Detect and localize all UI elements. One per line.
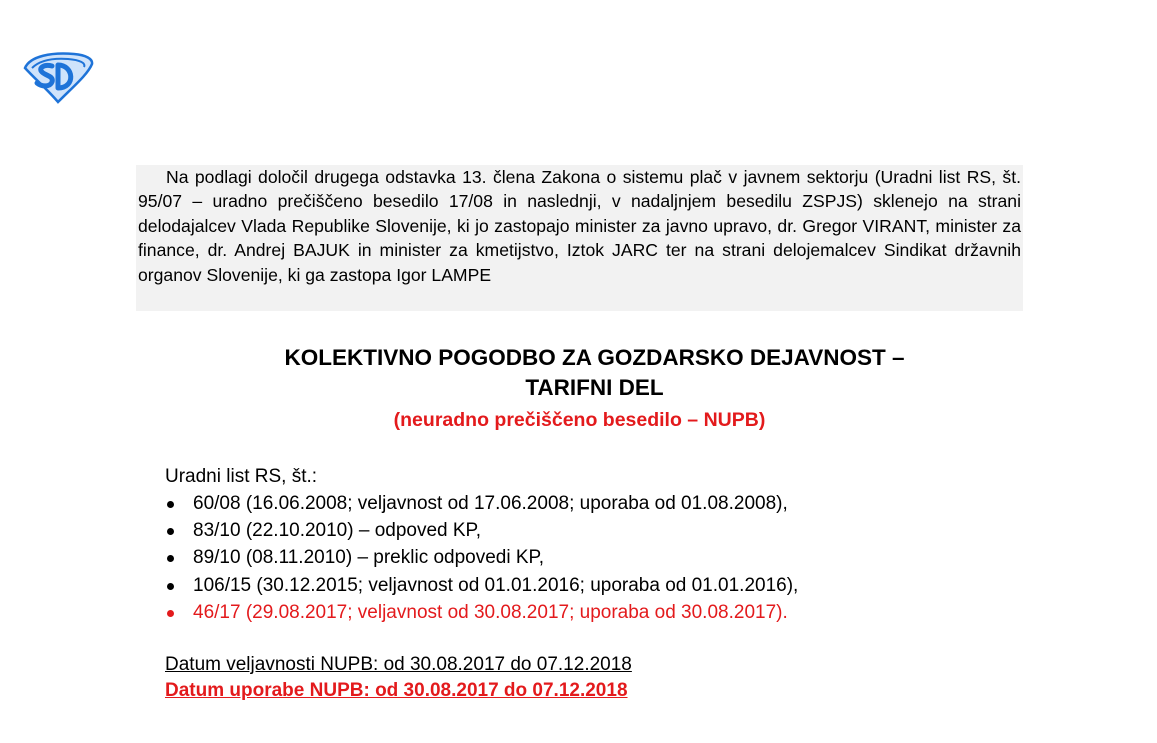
bullet-icon	[167, 555, 174, 562]
bullet-icon	[167, 528, 174, 535]
gazette-entry: 89/10 (08.11.2010) – preklic odpovedi KP,	[165, 544, 798, 571]
title-line-1: KOLEKTIVNO POGODBO ZA GOZDARSKO DEJAVNOST –	[284, 345, 905, 370]
bullet-icon	[167, 610, 174, 617]
document-subtitle: (neuradno prečiščeno besedilo – NUPB)	[393, 409, 766, 431]
preamble-paragraph: Na podlagi določil drugega odstavka 13. člena Zakona o sistemu plač v javnem sektorju (Uradni list RS, št. 95/07 – uradno prečiščeno besedilo 17/08 in naslednji, v nadaljnjem besedilu ZSPJS) sklenejo na strani delodajalcev Vlada Republike Slovenije, ki jo zastopajo minister za javno upravo, dr. Gregor VIRANT, minister za finance, dr. Andrej BAJUK in minister za kmetijstvo, Iztok JARC ter na strani delojemalcev Sindikat državnih organov Slovenije, ki ga zastopa Igor LAMPE	[136, 165, 1023, 311]
sdos-shield-logo-icon	[22, 50, 94, 104]
usage-date: Datum uporabe NUPB: od 30.08.2017 do 07.12.2018	[165, 680, 628, 701]
bullet-icon	[167, 501, 174, 508]
gazette-entry: 60/08 (16.06.2008; veljavnost od 17.06.2008; uporaba od 01.08.2008),	[165, 490, 798, 517]
validity-date: Datum veljavnosti NUPB: od 30.08.2017 do 07.12.2018	[165, 654, 632, 675]
gazette-entry: 83/10 (22.10.2010) – odpoved KP,	[165, 517, 798, 544]
bullet-icon	[167, 583, 174, 590]
title-line-2: TARIFNI DEL	[525, 375, 664, 400]
document-title	[136, 343, 1053, 403]
gazette-entry: 106/15 (30.12.2015; veljavnost od 01.01.2016; uporaba od 01.01.2016),	[165, 572, 798, 599]
gazette-entry-latest: 46/17 (29.08.2017; veljavnost od 30.08.2017; uporaba od 30.08.2017).	[165, 599, 798, 626]
gazette-label: Uradni list RS, št.:	[165, 466, 318, 487]
gazette-list	[165, 490, 798, 626]
